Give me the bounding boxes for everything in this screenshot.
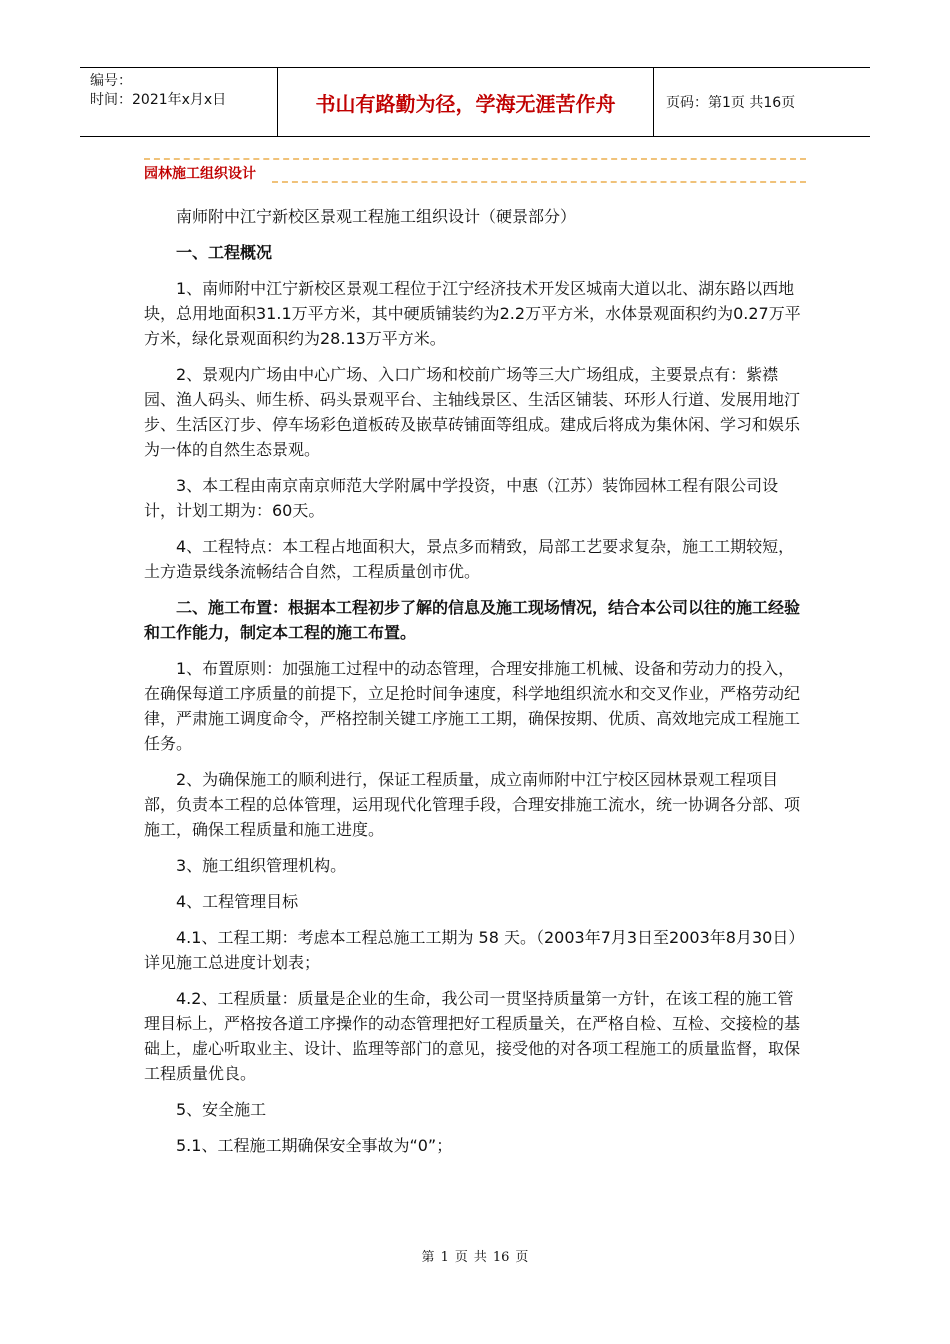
document-body	[144, 204, 806, 1169]
paragraph: 3、施工组织管理机构。	[176, 856, 347, 875]
paragraph: 2、景观内广场由中心广场、入口广场和校前广场等三大广场组成，主要景点有：紫襟园、渔人码头、师生桥、码头景观平台、主轴线景区、生活区铺装、环形人行道、发展用地汀步、生活区汀步、停车场彩色道板砖及嵌草砖铺面等组成。建成后将成为集休闲、学习和娱乐为一体的自然生态景观。	[144, 365, 801, 459]
footer-di: 第	[421, 1250, 435, 1265]
doc-number-label: 编号：	[90, 73, 132, 89]
heading-overview: 一、工程概况	[176, 243, 273, 262]
page-header	[80, 67, 870, 137]
dashed-divider-bottom	[272, 181, 806, 183]
header-meta	[80, 68, 278, 136]
doc-time-label: 时间：2021年x月x日	[90, 92, 227, 108]
dashed-divider-top	[144, 158, 806, 160]
paragraph: 1、布置原则：加强施工过程中的动态管理，合理安排施工机械、设备和劳动力的投入，在确保每道工序质量的前提下，立足抢时间争速度，科学地组织流水和交叉作业，严格劳动纪律，严肃施工调度命令，严格控制关键工序施工工期，确保按期、优质、高效地完成工程施工任务。	[144, 659, 801, 753]
doc-title: 南师附中江宁新校区景观工程施工组织设计（硬景部分）	[176, 207, 577, 226]
section-label	[144, 150, 806, 188]
heading-layout: 二、施工布置：根据本工程初步了解的信息及施工现场情况，结合本公司以往的施工经验和工作能力，制定本工程的施工布置。	[144, 598, 801, 642]
page-footer	[0, 1246, 950, 1265]
footer-total-pages: 16	[492, 1250, 510, 1265]
footer-gong: 共	[473, 1250, 487, 1265]
paragraph: 1、南师附中江宁新校区景观工程位于江宁经济技术开发区城南大道以北、湖东路以西地块，总用地面积31.1万平方米，其中硬质铺装约为2.2万平方米，水体景观面积约为0.27万平方米，绿化景观面积约为28.13万平方米。	[144, 279, 801, 348]
paragraph: 4、工程特点：本工程占地面积大，景点多而精致，局部工艺要求复杂，施工工期较短，土方造景线条流畅结合自然，工程质量创市优。	[144, 537, 795, 581]
paragraph: 4、工程管理目标	[176, 892, 299, 911]
paragraph: 3、本工程由南京南京师范大学附属中学投资，中惠（江苏）装饰园林工程有限公司设计，计划工期为：60天。	[144, 476, 779, 520]
paragraph: 4.2、工程质量：质量是企业的生命，我公司一贯坚持质量第一方针，在该工程的施工管理目标上，严格按各道工序操作的动态管理把好工程质量关，在严格自检、互检、交接检的基础上，虚心听取业主、设计、监理等部门的意见，接受他的对各项工程施工的质量监督，取保工程质量优良。	[144, 989, 801, 1083]
footer-ye: 页	[454, 1250, 468, 1265]
footer-page-number: 1	[440, 1250, 449, 1265]
paragraph: 2、为确保施工的顺利进行，保证工程质量，成立南师附中江宁校区园林景观工程项目部，负责本工程的总体管理，运用现代化管理手段，合理安排施工流水，统一协调各分部、项施工，确保工程质量和施工进度。	[144, 770, 801, 839]
footer-ye-end: 页	[515, 1250, 529, 1265]
section-label-text: 园林施工组织设计	[144, 166, 256, 182]
paragraph: 5.1、工程施工期确保安全事故为“0”；	[176, 1136, 453, 1155]
header-motto: 书山有路勤为径，学海无涯苦作舟	[278, 68, 654, 136]
header-page-info: 页码：第1页 共16页	[666, 95, 796, 111]
paragraph: 5、安全施工	[176, 1100, 267, 1119]
paragraph: 4.1、工程工期：考虑本工程总施工工期为 58 天。（2003年7月3日至2003年8月30日）详见施工总进度计划表；	[144, 928, 805, 972]
